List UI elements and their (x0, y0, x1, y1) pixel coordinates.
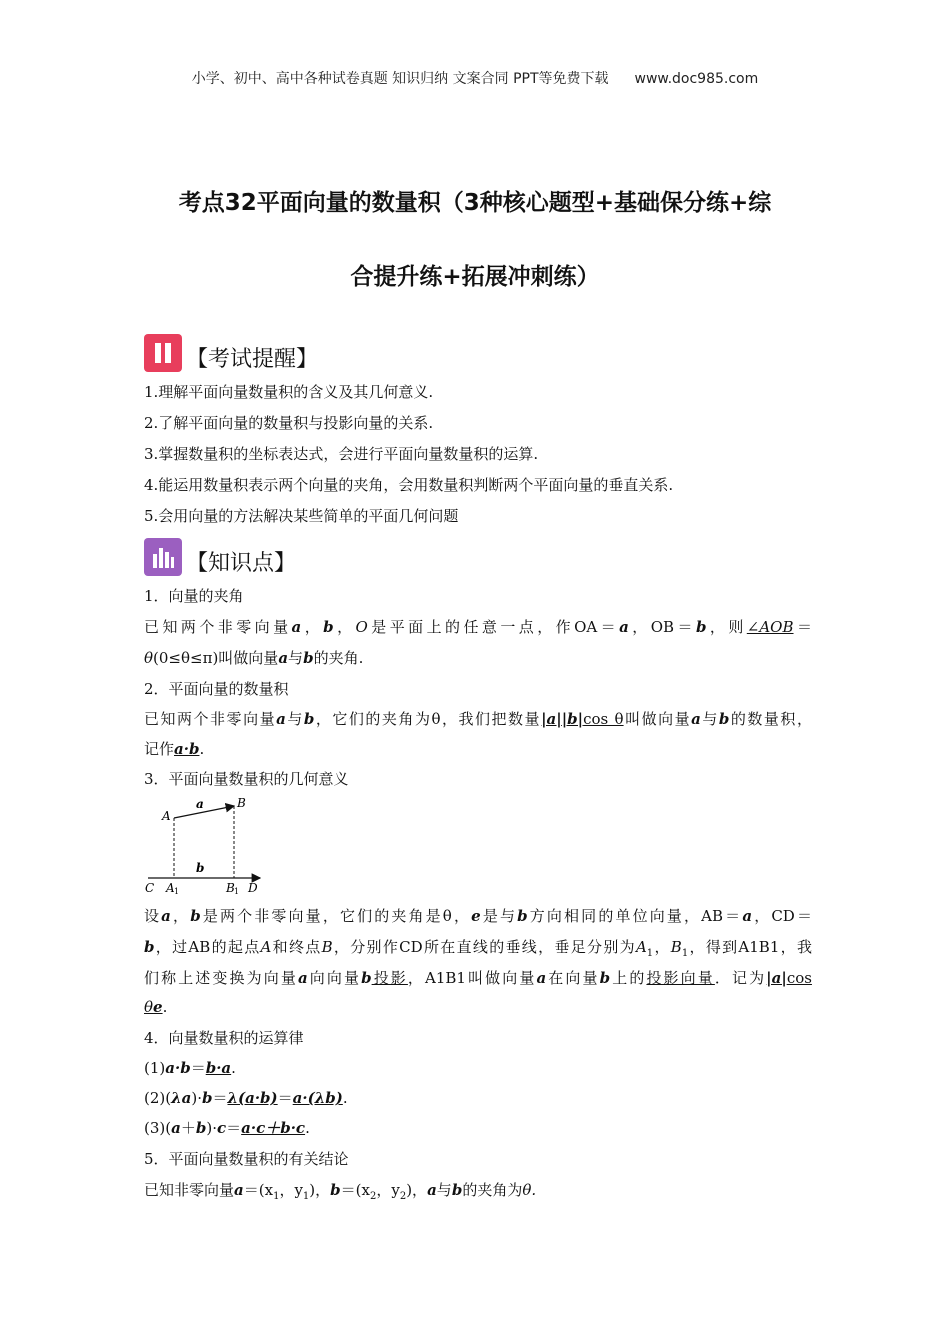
s2-line2: 记作a·b. (144, 740, 205, 758)
section-reminder-title: 【考试提醒】 (186, 347, 319, 372)
s5-title: 5．平面向量数量积的有关结论 (144, 1150, 349, 1168)
label-B1: B (226, 881, 235, 894)
angle-aob: ∠AOB (746, 618, 794, 636)
label-A1: A (166, 881, 175, 894)
s3-line2: b，过AB的起点A和终点B，分别作CD所在直线的垂线，垂足分别为$A_1$，$B_1$，得到A1B1，我 (144, 938, 812, 959)
s1-title: 1．向量的夹角 (144, 587, 244, 605)
reminder-item: 4.能运用数量积表示两个向量的夹角，会用数量积判断两个平面向量的垂直关系. (144, 476, 674, 494)
s1-line2: θ(0≤θ≤π)叫做向量a与b的夹角. (144, 649, 364, 667)
label-b: b (196, 861, 205, 875)
projection-diagram (144, 792, 274, 894)
s4-title: 4．向量数量积的运算律 (144, 1029, 304, 1047)
s3-title: 3．平面向量数量积的几何意义 (144, 770, 349, 788)
reminder-item: 1.理解平面向量数量积的含义及其几何意义. (144, 383, 434, 401)
label-a: a (196, 797, 204, 811)
label-D: D (248, 881, 258, 894)
s3-line4: θe. (144, 998, 168, 1016)
label-A1-sub: 1 (174, 887, 180, 894)
section-reminder-head (144, 336, 318, 372)
vector-a-arrow (174, 806, 234, 818)
s2-line1: 已知两个非零向量a与b，它们的夹角为θ，我们把数量|a||b|cos θ叫做向量a与b的数量积， (144, 710, 812, 728)
bar-chart-icon (144, 538, 182, 576)
doc-title-line1: 考点32平面向量的数量积（3种核心题型+基础保分练+综 (178, 190, 772, 216)
header-site-text: 小学、初中、高中各种试卷真题 知识归纳 文案合同 PPT等免费下载 (191, 71, 609, 87)
section-knowledge-head (144, 540, 296, 576)
s3-line1: 设a，b是两个非零向量，它们的夹角是θ，e是与b方向相同的单位向量，AB＝a，CD＝ (144, 907, 812, 925)
label-B: B (237, 796, 246, 810)
label-C: C (145, 881, 155, 894)
s5-line1: 已知非零向量$a=(x_1$，$y_1$)，$b=(x_2$，$y_2$)，a与b的夹角为θ. (144, 1181, 537, 1202)
s2-title: 2．平面向量的数量积 (144, 680, 289, 698)
header-url[interactable]: www.doc985.com (634, 71, 759, 87)
s4-rule2: (2)(λa)·b＝λ(a·b)＝a·(λb). (144, 1089, 348, 1107)
section-knowledge-title: 【知识点】 (186, 551, 297, 576)
reminder-item: 5.会用向量的方法解决某些简单的平面几何问题 (144, 507, 459, 525)
dot-product-formula: |a||b|cos θ (541, 710, 624, 728)
s3-line3: 们称上述变换为向量a向向量b投影，A1B1叫做向量a在向量b上的投影向量．记为|a|cos (144, 969, 812, 987)
label-B1-sub: 1 (234, 887, 240, 894)
doc-title-line2: 合提升练+拓展冲刺练） (350, 264, 600, 290)
s1-line1: 已知两个非零向量a，b，O是平面上的任意一点，作OA＝a，OB＝b，则∠AOB＝ (144, 618, 812, 636)
reminder-item: 3.掌握数量积的坐标表达式，会进行平面向量数量积的运算. (144, 445, 539, 463)
label-A: A (162, 809, 171, 823)
s4-rule3: (3)(a＋b)·c＝a·c＋b·c. (144, 1119, 310, 1137)
page-header (0, 68, 950, 88)
reminder-item: 2.了解平面向量的数量积与投影向量的关系. (144, 414, 434, 432)
s4-rule1: (1)a·b＝b·a. (144, 1059, 236, 1077)
pause-bars-icon (144, 334, 182, 372)
